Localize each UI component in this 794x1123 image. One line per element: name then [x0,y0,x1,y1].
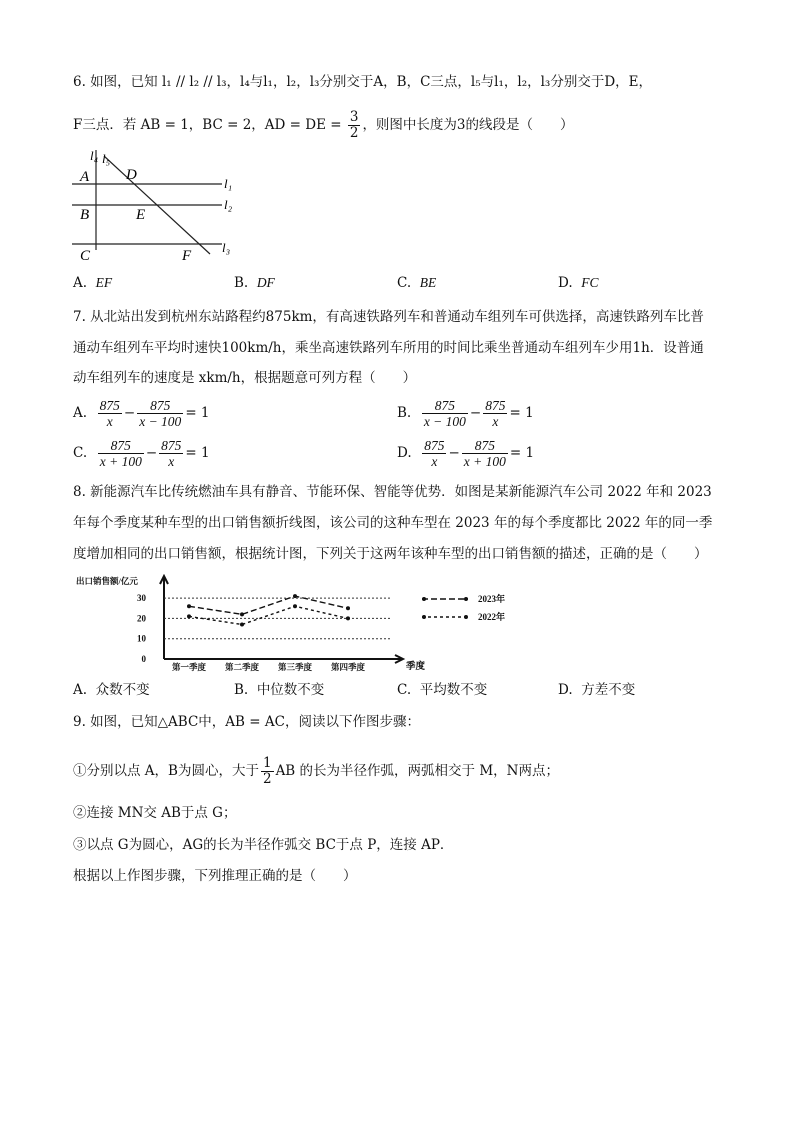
label-F: F [182,248,192,264]
q8-option-a-letter: A. [73,682,88,698]
chart-data-point [187,614,191,618]
label-B: B [80,207,90,223]
frac-denominator: x [106,414,113,429]
q7-option-d[interactable]: D. $\frac{875}{x}$ − $\frac{875}{x + 100}$ = 1 [397,438,535,469]
q7-option-c[interactable]: C. $\frac{875}{x + 100}$ − $\frac{875}{x}$ = 1 [73,438,210,469]
q8-option-d-letter: D. [558,682,573,698]
q6-option-c[interactable] [397,273,436,293]
q7-line-2: 通动车组列车平均时速快100km/h，乘坐高速铁路列车所用的时间比乘坐普通动车组列车少用1h．设普通 [73,340,704,356]
label-D: D [126,167,137,183]
q6-option-d[interactable] [558,273,599,293]
q8-line-1: 8. 新能源汽车比传统燃油车具有静音、节能环保、智能等优势．如图是某新能源汽车公司 2022 年和 2023 [73,484,712,500]
frac-denominator: x [492,414,499,429]
frac-denominator: x + 100 [99,454,142,469]
q9-last-line: 根据以上作图步骤，下列推理正确的是（ ） [73,868,357,884]
label-l2: l₂ [224,197,233,212]
q6-line-1: 6. 如图，已知 l₁ // l₂ // l₃，l₄与l₁，l₂，l₃分别交于A，B，C三点，l₅与l₁，l₂，l₃分别交于D，E， [73,74,653,90]
q7-option-b-rhs: = 1 [509,405,534,421]
label-A: A [80,169,90,185]
chart-x-tick-label: 第二季度 [224,662,260,672]
q7-option-a[interactable]: A. $\frac{875}{x}$ − $\frac{875}{x - 100}$ = 1 [73,398,210,429]
q8-option-c[interactable] [397,680,487,700]
q9-step-2: ②连接 MN交 AB于点 G； [73,805,237,821]
q6-fraction-denominator: 2 [349,125,359,141]
chart-series-line [189,596,348,614]
q8-option-c-letter: C. [397,682,412,698]
q6-fraction-numerator: 3 [349,109,359,125]
frac-numerator: 1 [262,755,272,771]
q7-option-c-rhs: = 1 [185,445,210,461]
chart-data-point [187,604,191,608]
label-E: E [136,207,146,223]
q6-option-c-letter: C. [397,275,412,291]
q7-option-d-letter: D. [397,445,412,461]
q6-fraction [348,110,361,141]
q6-option-a-letter: A. [73,275,88,291]
q6-option-d-letter: D. [558,275,573,291]
frac-denominator: x − 100 [139,414,182,429]
chart-data-point [293,594,297,598]
q9-step-1 [73,756,559,787]
q9-step-1-fraction [261,756,274,787]
chart-y-tick-label: 20 [137,613,146,624]
q7-option-d-frac-2 [462,438,508,469]
frac-numerator: 875 [424,438,445,453]
chart-legend-marker [464,615,468,619]
chart-data-point [240,623,244,627]
chart-data-point [346,616,350,620]
chart-legend-label: 2022年 [478,612,506,622]
q8-option-b-letter: B. [234,682,249,698]
q8-option-a[interactable] [73,680,150,700]
label-l1: l₁ [224,176,233,191]
q7-option-a-frac-2 [137,398,183,429]
q6-option-a-text: EF [95,275,113,290]
q7-option-c-letter: C. [73,445,88,461]
frac-numerator: 875 [137,398,183,414]
q8-option-a-text: 众数不变 [95,682,150,698]
frac-numerator: 875 [462,438,508,454]
q7-option-a-rhs: = 1 [185,405,210,421]
frac-numerator: 875 [485,398,506,413]
q7-line-1: 7. 从北站出发到杭州东站路程约875km，有高速铁路列车和普通动车组列车可供选择，高速铁路列车比普 [73,309,704,325]
chart-data-point [346,606,350,610]
chart-legend-marker [422,615,426,619]
chart-y-axis-label: 出口销售额/亿元 [76,576,138,586]
q6-option-b-letter: B. [234,275,249,291]
q7-option-d-rhs: = 1 [509,445,535,461]
q7-option-c-frac-2 [159,438,183,469]
q6-line-2-end: ，则图中长度为3的线段是（ ） [362,117,574,133]
q6-option-b-text: DF [256,275,275,290]
q9-step-1-start: ①分别以点 A，B为圆心，大于 [73,763,259,779]
q6-option-c-text: BE [419,275,437,290]
q7-option-b[interactable]: B. $\frac{875}{x - 100}$ − $\frac{875}{x}$ = 1 [397,398,534,429]
chart-series-line [189,606,348,624]
chart-data-point [240,612,244,616]
chart-data-point [293,604,297,608]
q9-step-3: ③以点 G为圆心，AG的长为半径作弧交 BC于点 P，连接 AP． [73,837,454,853]
q7-line-3: 动车组列车的速度是 xkm/h，根据题意可列方程（ ） [73,370,417,386]
frac-numerator: 875 [161,438,182,453]
q8-line-3: 度增加相同的出口销售额，根据统计图，下列关于这两年该种车型的出口销售额的描述，正确的是（ ） [73,546,708,562]
q6-option-a[interactable] [73,273,112,293]
frac-numerator: 875 [99,398,120,413]
chart-x-tick-label: 第四季度 [330,662,366,672]
q7-option-c-frac-1 [98,438,144,469]
chart-x-axis-label: 季度 [406,662,426,672]
q6-option-d-text: FC [581,275,599,290]
label-l5: l₅ [102,151,111,166]
chart-y-tick-label: 30 [137,593,146,604]
q7-option-b-frac-2 [483,398,507,429]
frac-denominator: x [168,454,175,469]
frac-numerator: 875 [422,398,468,414]
q8-option-c-text: 平均数不变 [419,682,488,698]
q8-option-b-text: 中位数不变 [256,682,325,698]
q7-option-b-letter: B. [397,405,412,421]
q8-option-b[interactable] [234,680,324,700]
q6-line-2-start: F三点．若 AB = 1，BC = 2，AD = DE = [73,117,346,133]
q9-step-1-end: AB 的长为半径作弧，两弧相交于 M，N两点； [275,763,559,779]
q8-line-2: 年每个季度某种车型的出口销售额折线图，该公司的这种车型在 2023 年的每个季度都比 2022 年的同一季 [73,515,713,531]
frac-denominator: x + 100 [463,454,506,469]
q7-option-d-frac-1 [422,438,446,469]
chart-y-tick-label: 10 [137,633,146,644]
chart-legend-marker [464,597,468,601]
q7-option-a-letter: A. [73,405,88,421]
q9-line-1: 9. 如图，已知△ABC中，AB = AC，阅读以下作图步骤： [73,714,420,730]
q6-option-b[interactable] [234,273,275,293]
q7-option-a-frac-1 [98,398,122,429]
q6-line-2 [73,110,574,141]
chart-x-tick-label: 第三季度 [277,662,313,672]
label-l4: l₄ [90,148,99,163]
frac-denominator: x [431,454,438,469]
chart-x-tick-label: 第一季度 [171,662,207,672]
frac-denominator: 2 [262,771,272,787]
q6-figure [70,146,250,264]
label-l3: l₃ [222,240,231,255]
chart-legend-marker [422,597,426,601]
q8-option-d-text: 方差不变 [581,682,636,698]
chart-y-tick-label: 0 [141,654,146,664]
chart-legend-label: 2023年 [478,594,506,604]
q7-option-b-frac-1 [422,398,468,429]
frac-numerator: 875 [98,438,144,454]
label-C: C [80,248,91,264]
sales-line-chart [76,574,536,676]
q8-option-d[interactable] [558,680,635,700]
frac-denominator: x − 100 [423,414,466,429]
